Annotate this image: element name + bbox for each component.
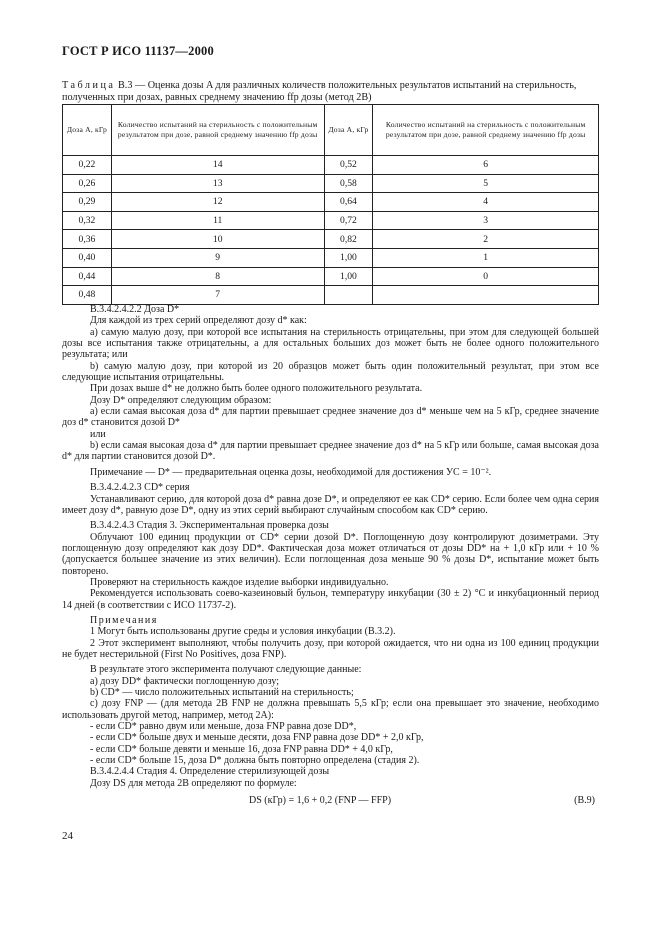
count-cell: 10: [111, 230, 324, 249]
paragraph: или: [90, 428, 106, 440]
formula-text: DS (кГр) = 1,6 + 0,2 (FNP — FFP): [249, 795, 392, 807]
table-row: [63, 156, 599, 175]
count-cell: 2: [373, 230, 599, 249]
paragraph: Рекомендуется использовать соево-казеиновый бульон, температуру инкубации (30 ± 2) °C и инкубационный период 14 дней (в соответствии с ИСО 11737-2).: [62, 588, 599, 611]
count-cell: 12: [111, 193, 324, 212]
table-row: [63, 248, 599, 267]
section-heading: B.3.4.2.4.4 Стадия 4. Определение стерилизующей дозы: [90, 766, 330, 778]
section-heading: B.3.4.2.4.2.3 CD* серия: [90, 482, 190, 494]
list-item: b) CD* — число положительных испытаний на стерильность;: [90, 687, 354, 698]
list-item: a) самую малую дозу, при которой все испытания на стерильность отрицательны, при этом для следующей большей дозы все испытания также отрицательны, а для остальных больших доз может быть не более одного положительного результата; или: [62, 326, 599, 361]
dose-cell: 1,00: [324, 267, 373, 286]
table-row: [63, 211, 599, 230]
paragraph: Облучают 100 единиц продукции от CD* серии дозой D*. Поглощенную дозу контролируют дозиметрами. Эту поглощенную дозу определяют как дозу DD*. Фактическая доза может отличаться от дозы DD* на + 1,0 кГр или + 10 % (допускается большее значение из этих величин). Если поглощенная доза меньше 90 % дозы D*, испытание может быть повторено.: [62, 531, 599, 577]
caption-text: B.3 — Оценка дозы A для различных количеств положительных результатов испытаний на стерильность, полученных при дозах, равных среднему значению ffp дозы (метод 2B): [62, 80, 577, 103]
dose-cell: 0,64: [324, 193, 373, 212]
table-header-row: [63, 105, 599, 156]
dose-cell: 0,58: [324, 174, 373, 193]
dose-cell: 0,22: [63, 156, 112, 175]
dose-cell: 0,72: [324, 211, 373, 230]
table-body: [63, 156, 599, 305]
dose-cell: 0,26: [63, 174, 112, 193]
col-header-dose: Доза A, кГр: [63, 105, 112, 156]
dose-cell: 0,40: [63, 248, 112, 267]
dose-cell: 0,29: [63, 193, 112, 212]
page-number: 24: [62, 830, 73, 842]
col-header-dose: Доза A, кГр: [324, 105, 373, 156]
count-cell: 1: [373, 248, 599, 267]
dose-cell: 0,82: [324, 230, 373, 249]
table-row: [63, 267, 599, 286]
list-item: - если CD* равно двум или меньше, доза FNP равна дозе DD*,: [90, 721, 357, 733]
paragraph: Дозу DS для метода 2B определяют по формуле:: [90, 777, 297, 789]
dose-cell: 0,44: [63, 267, 112, 286]
note: 2 Этот эксперимент выполняют, чтобы получить дозу, при которой ожидается, что ни одна из 100 единиц продукции не будет нестерильной (First No Positives, доза FNP).: [62, 637, 599, 660]
dose-cell: [324, 286, 373, 305]
dose-cell: 0,48: [63, 286, 112, 305]
count-cell: 0: [373, 267, 599, 286]
dose-cell: 0,32: [63, 211, 112, 230]
table-row: [63, 286, 599, 305]
dose-cell: 0,52: [324, 156, 373, 175]
count-cell: 6: [373, 156, 599, 175]
dose-table: [62, 104, 599, 305]
note: 1 Могут быть использованы другие среды и условия инкубации (B.3.2).: [90, 626, 396, 638]
notes-heading: Примечания: [90, 614, 158, 626]
paragraph: При дозах выше d* не должно быть более одного положительного результата.: [90, 383, 423, 395]
table-caption: [62, 80, 602, 104]
paragraph: Проверяют на стерильность каждое изделие выборки индивидуально.: [90, 576, 389, 588]
dose-cell: 0,36: [63, 230, 112, 249]
count-cell: 14: [111, 156, 324, 175]
body-text: [62, 304, 599, 809]
paragraph: Дозу D* определяют следующим образом:: [90, 394, 272, 406]
section-heading: B.3.4.2.4.3 Стадия 3. Экспериментальная проверка дозы: [90, 520, 329, 532]
count-cell: 9: [111, 248, 324, 267]
count-cell: 3: [373, 211, 599, 230]
list-item: - если CD* больше двух и меньше десяти, доза FNP равна дозе DD* + 2,0 кГр,: [90, 732, 424, 744]
caption-prefix: Таблица: [62, 80, 116, 91]
count-cell: 13: [111, 174, 324, 193]
table-row: [63, 230, 599, 249]
col-header-count: Количество испытаний на стерильность с положительным результатом при дозе, равной среднему значению ffp дозы: [373, 105, 599, 156]
list-item: b) самую малую дозу, при которой из 20 образцов может быть один положительный результат, при этом все следующие испытания отрицательны.: [62, 360, 599, 384]
section-heading: B.3.4.2.4.2.2 Доза D*: [90, 304, 180, 315]
count-cell: 7: [111, 286, 324, 305]
list-item: a) дозу DD* фактически поглощенную дозу;: [90, 675, 279, 687]
count-cell: 4: [373, 193, 599, 212]
paragraph: В результате этого эксперимента получают следующие данные:: [90, 664, 362, 676]
dose-cell: 1,00: [324, 248, 373, 267]
formula-number: (B.9): [574, 795, 595, 807]
note: Примечание — D* — предварительная оценка дозы, необходимой для достижения УС = 10⁻².: [90, 466, 492, 478]
paragraph: Устанавливают серию, для которой доза d* равна дозе D*, и определяют ее как CD* серию. Если более чем одна серия имеет дозу d*, равную дозе D*, одну из этих серий выбирают случайным способом как CD* серию.: [62, 493, 599, 516]
count-cell: [373, 286, 599, 305]
count-cell: 8: [111, 267, 324, 286]
list-item: - если CD* больше девяти и меньше 16, доза FNP равна DD* + 4,0 кГр,: [90, 743, 393, 755]
list-item: b) если самая высокая доза d* для партии превышает среднее значение доз d* на 5 кГр или больше, самая высокая доза d* для партии становится дозой D*.: [62, 440, 599, 463]
list-item: c) дозу FNP — (для метода 2B FNP не должна превышать 5,5 кГр; если она превышает это значение, необходимо использовать другой метод, например, метод 2A):: [62, 698, 599, 721]
list-item: - если CD* больше 15, доза D* должна быть повторно определена (стадия 2).: [90, 755, 420, 767]
list-item: a) если самая высокая доза d* для партии превышает среднее значение доз d* меньше чем на 5 кГр, среднее значение доз d* становится дозой D*: [62, 406, 599, 429]
count-cell: 5: [373, 174, 599, 193]
col-header-count: Количество испытаний на стерильность с положительным результатом при дозе, равной среднему значению ffp дозы: [111, 105, 324, 156]
table-row: [63, 174, 599, 193]
formula: [62, 793, 599, 809]
paragraph: Для каждой из трех серий определяют дозу d* как:: [90, 315, 307, 327]
table-row: [63, 193, 599, 212]
document-header: ГОСТ Р ИСО 11137—2000: [62, 44, 214, 58]
count-cell: 11: [111, 211, 324, 230]
